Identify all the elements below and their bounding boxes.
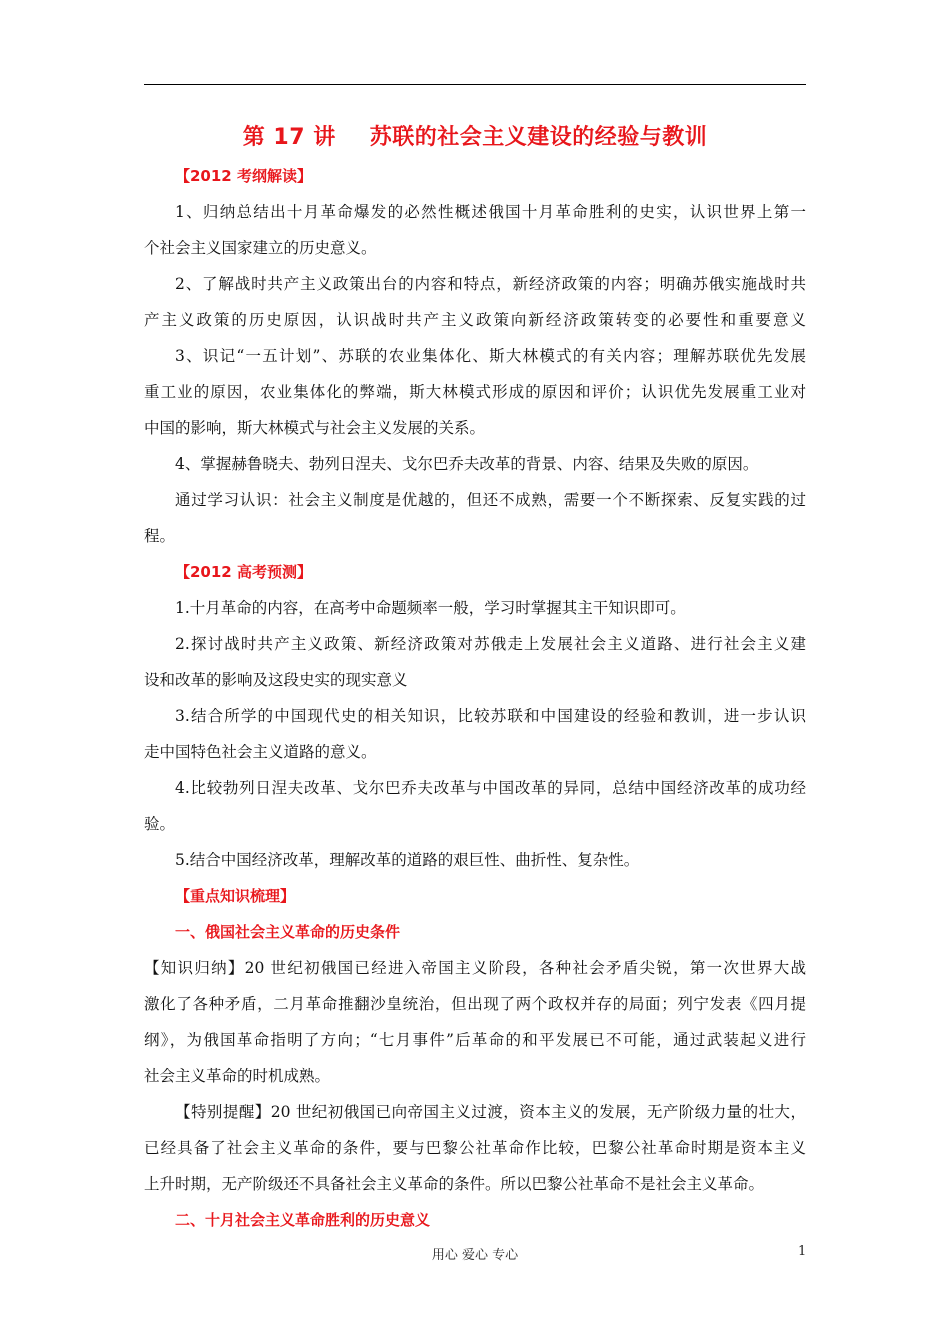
paragraph-line: 4.比较勃列日涅夫改革、戈尔巴乔夫改革与中国改革的异同，总结中国经济改革的成功经	[175, 779, 806, 797]
paragraph-line: 重工业的原因，农业集体化的弊端，斯大林模式形成的原因和评价；认识优先发展重工业对	[144, 383, 806, 401]
paragraph-line: 走中国特色社会主义道路的意义。	[144, 743, 377, 761]
paragraph-line: 社会主义革命的时机成熟。	[144, 1067, 331, 1085]
subheading: 二、十月社会主义革命胜利的历史意义	[175, 1211, 431, 1229]
section-header-forecast: 【2012 高考预测】	[175, 563, 312, 581]
paragraph-line: 【知识归纳】20 世纪初俄国已经进入帝国主义阶段，各种社会矛盾尖锐，第一次世界大战	[144, 959, 806, 977]
paragraph-line: 纲》，为俄国革命指明了方向；“七月事件”后革命的和平发展已不可能，通过武装起义进行	[144, 1031, 806, 1049]
paragraph-line: 1、归纳总结出十月革命爆发的必然性概述俄国十月革命胜利的史实，认识世界上第一	[175, 203, 806, 221]
header-rule	[144, 84, 806, 85]
paragraph-line: 设和改革的影响及这段史实的现实意义	[144, 671, 408, 689]
paragraph-line: 【特别提醒】20 世纪初俄国已向帝国主义过渡，资本主义的发展，无产阶级力量的壮大，	[175, 1103, 806, 1121]
paragraph-line: 程。	[144, 527, 176, 545]
footer-motto: 用心 爱心 专心	[431, 1248, 519, 1263]
section-header-syllabus: 【2012 考纲解读】	[175, 167, 312, 185]
page-number: 1	[798, 1244, 807, 1259]
paragraph-line: 产主义政策的历史原因，认识战时共产主义政策向新经济政策转变的必要性和重要意义	[144, 311, 806, 329]
section-header-key-points: 【重点知识梳理】	[175, 887, 296, 905]
lecture-topic: 苏联的社会主义建设的经验与教训	[369, 125, 708, 150]
paragraph-line: 1.十月革命的内容，在高考中命题频率一般，学习时掌握其主干知识即可。	[175, 599, 686, 617]
paragraph-line: 5.结合中国经济改革，理解改革的道路的艰巨性、曲折性、复杂性。	[175, 851, 640, 869]
lecture-number: 第 17 讲	[242, 125, 336, 150]
paragraph-line: 3.结合所学的中国现代史的相关知识，比较苏联和中国建设的经验和教训，进一步认识	[175, 707, 806, 725]
paragraph-line: 个社会主义国家建立的历史意义。	[144, 239, 377, 257]
page-title	[144, 120, 806, 151]
paragraph-line: 4、掌握赫鲁晓夫、勃列日涅夫、戈尔巴乔夫改革的背景、内容、结果及失败的原因。	[175, 455, 759, 473]
paragraph-line: 上升时期，无产阶级还不具备社会主义革命的条件。所以巴黎公社革命不是社会主义革命。	[144, 1175, 765, 1193]
document-body	[144, 158, 806, 1238]
paragraph-line: 激化了各种矛盾，二月革命推翻沙皇统治，但出现了两个政权并存的局面；列宁发表《四月提	[144, 995, 806, 1013]
subheading: 一、俄国社会主义革命的历史条件	[175, 923, 401, 941]
paragraph-line: 3、识记“一五计划”、苏联的农业集体化、斯大林模式的有关内容；理解苏联优先发展	[175, 347, 806, 365]
paragraph-line: 2、了解战时共产主义政策出台的内容和特点，新经济政策的内容；明确苏俄实施战时共	[175, 275, 806, 293]
paragraph-line: 已经具备了社会主义革命的条件，要与巴黎公社革命作比较，巴黎公社革命时期是资本主义	[144, 1139, 806, 1157]
paragraph-line: 2.探讨战时共产主义政策、新经济政策对苏俄走上发展社会主义道路、进行社会主义建	[175, 635, 806, 653]
paragraph-line: 验。	[144, 815, 176, 833]
paragraph-line: 通过学习认识：社会主义制度是优越的，但还不成熟，需要一个不断探索、反复实践的过	[175, 491, 806, 509]
paragraph-line: 中国的影响，斯大林模式与社会主义发展的关系。	[144, 419, 486, 437]
